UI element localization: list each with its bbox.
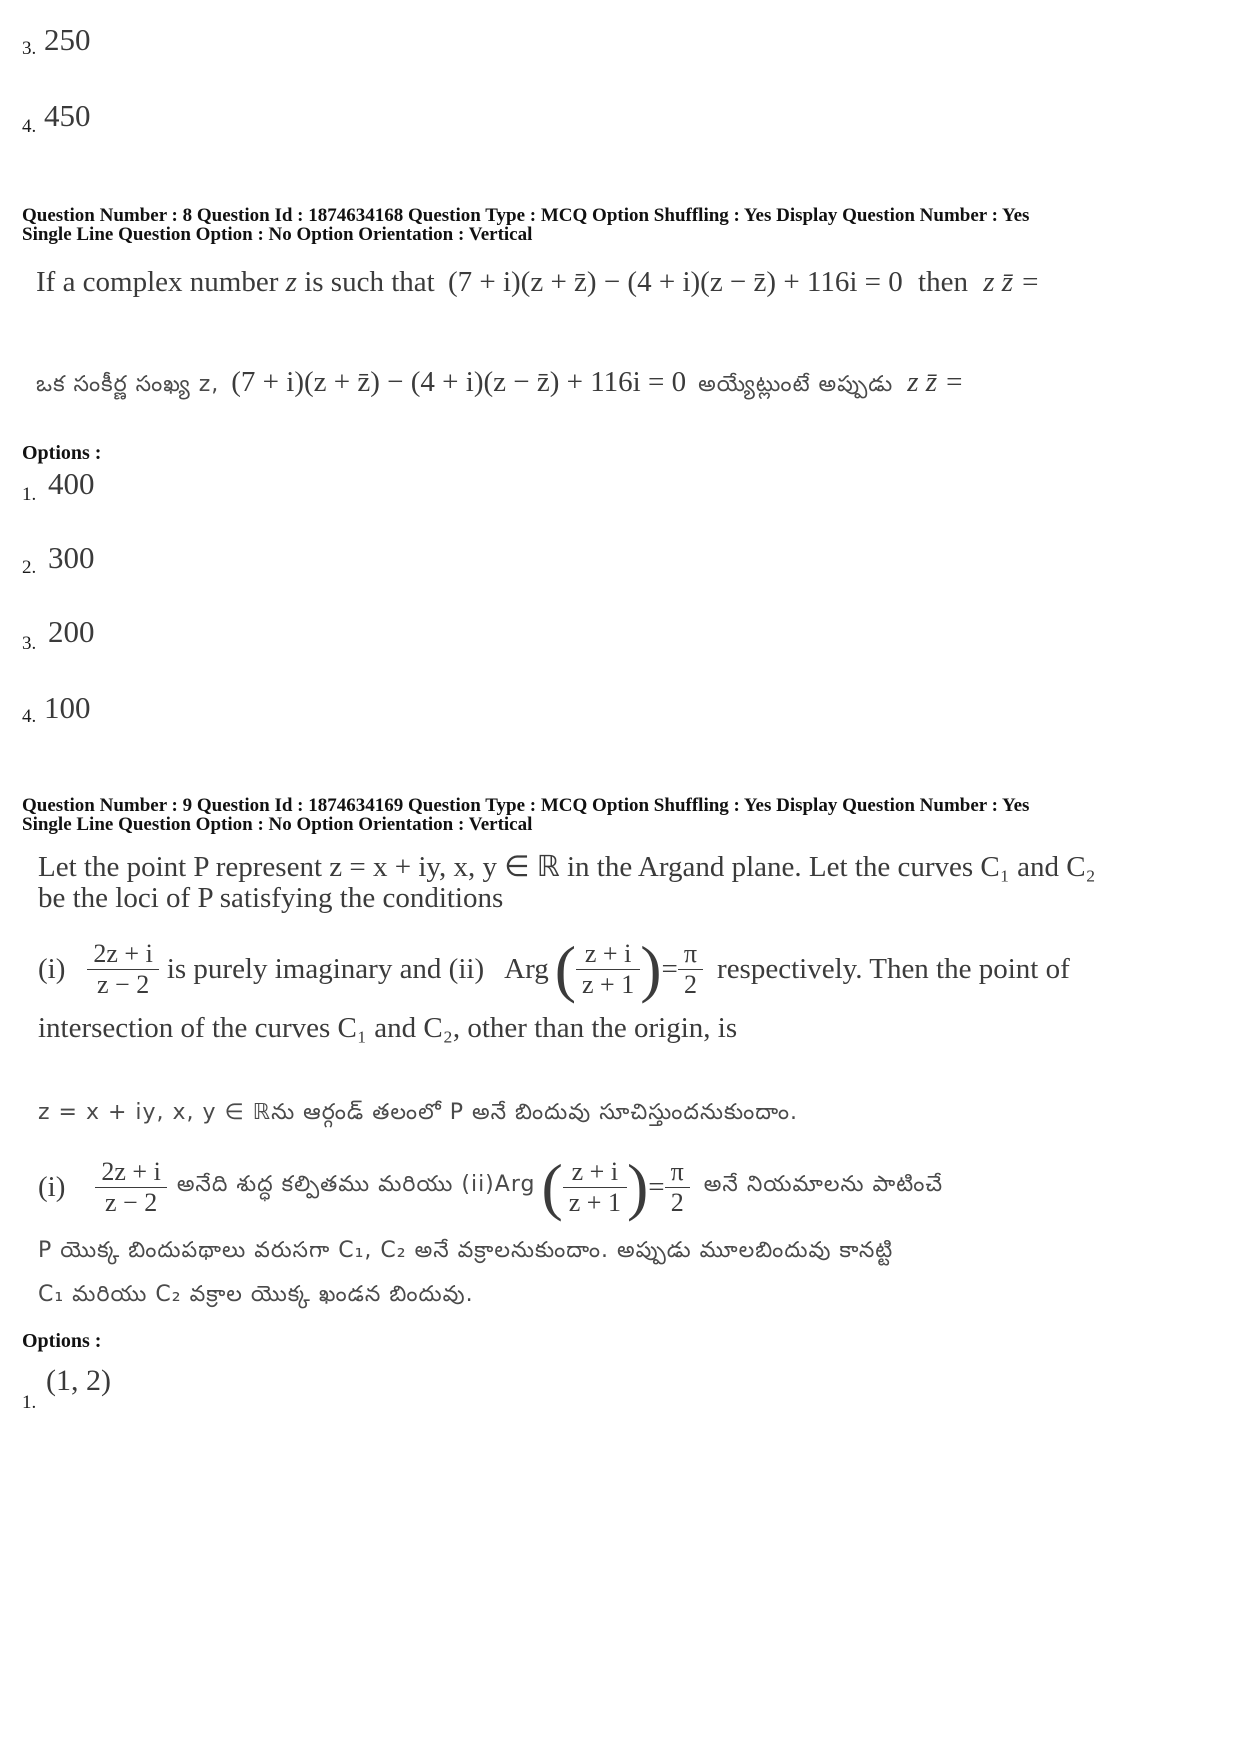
telugu-text: అనేది శుద్ధ కల్పితము మరియు (ii)Arg: [176, 1172, 536, 1197]
options-label: Options :: [22, 442, 102, 464]
telugu-line1: z = x + iy, x, y ∈ ℝను ఆర్గండ్ తలంలో P అనే బిందువు సూచిస్తుందనుకుందాం.: [38, 1100, 799, 1125]
arg-label: Arg: [504, 952, 549, 985]
option-value: 250: [44, 22, 91, 57]
equation-tail: z z̄ =: [983, 266, 1040, 298]
question-text: is such that: [304, 266, 435, 298]
question-english: [36, 266, 1040, 299]
option-value: 300: [48, 540, 95, 575]
telugu-text: అనే నియమాలను పాటించే: [703, 1172, 944, 1197]
option-number: 3.: [22, 38, 37, 59]
fraction: $\frac{\pi}{2}$: [665, 1157, 690, 1218]
option-value: (1, 2): [46, 1364, 111, 1397]
question-text: then: [918, 266, 968, 298]
condition-line-english: (i) $\frac{2z + i}{z - 2}$ is purely imaginary and (ii) Arg ( $\frac{z + i}{z + 1}$ ) = $\frac{\pi}{2}$ respectively. Then the point of: [38, 933, 1070, 1004]
option-value: 100: [44, 690, 91, 725]
question-meta-line1: Question Number : 9 Question Id : 1874634169 Question Type : MCQ Option Shuffling : Yes Display Question Number : Yes: [22, 795, 1030, 816]
condition-line-telugu: (i) $\frac{2z + i}{z - 2}$ అనేది శుద్ధ కల్పితము మరియు (ii)Arg ( $\frac{z + i}{z + 1}$ ) = $\frac{\pi}{2}$ అనే నియమాలను పాటించే: [38, 1151, 944, 1222]
fraction: $\frac{z + i}{z + 1}$: [576, 939, 640, 1000]
fraction: $\frac{\pi}{2}$: [678, 939, 703, 1000]
condition-label: (i): [38, 952, 66, 985]
equals-sign: =: [648, 1170, 665, 1203]
fraction: $\frac{2z + i}{z - 2}$: [95, 1157, 166, 1218]
condition-label: (i): [38, 1170, 66, 1203]
question-text: If a complex number: [36, 266, 279, 298]
option-number: 3.: [22, 633, 37, 654]
question-english-line1: Let the point P represent z = x + iy, x, y ∈ ℝ in the Argand plane. Let the curves C₁ and C₂: [38, 851, 1096, 883]
option-value: 400: [48, 466, 95, 501]
option-number: 4.: [22, 116, 37, 137]
telugu-line3: P యొక్క బిందుపథాలు వరుసగా C₁, C₂ అనే వక్రాలనుకుందాం. అప్పుడు మూలబిందువు కానట్టి: [38, 1238, 894, 1263]
option-value: 200: [48, 614, 95, 649]
telugu-line4: C₁ మరియు C₂ వక్రాల యొక్క ఖండన బిందువు.: [38, 1282, 474, 1307]
question-english-line3: intersection of the curves C₁ and C₂, other than the origin, is: [38, 1012, 738, 1044]
equals-sign: =: [661, 952, 678, 985]
option-number: 2.: [22, 557, 37, 578]
telugu-text: ఒక సంకీర్ణ సంఖ్య z,: [36, 372, 220, 397]
fraction: $\frac{2z + i}{z - 2}$: [87, 939, 158, 1000]
variable: z: [285, 266, 297, 298]
question-text: respectively. Then the point of: [717, 952, 1070, 985]
option-number: 1.: [22, 1392, 37, 1413]
question-text: is purely imaginary and (ii): [166, 952, 485, 985]
question-meta-line2: Single Line Question Option : No Option Orientation : Vertical: [22, 224, 533, 245]
question-meta-line2: Single Line Question Option : No Option Orientation : Vertical: [22, 814, 533, 835]
question-meta-line1: Question Number : 8 Question Id : 1874634168 Question Type : MCQ Option Shuffling : Yes Display Question Number : Yes: [22, 205, 1030, 226]
question-english-line2: be the loci of P satisfying the conditions: [38, 882, 504, 914]
telugu-text: అయ్యేట్లుంటే అప్పుడు: [698, 372, 894, 397]
fraction: $\frac{z + i}{z + 1}$: [563, 1157, 627, 1218]
equation: (7 + i)(z + z̄) − (4 + i)(z − z̄) + 116i = 0: [447, 266, 903, 298]
option-number: 1.: [22, 484, 37, 505]
equation: (7 + i)(z + z̄) − (4 + i)(z − z̄) + 116i = 0: [231, 366, 687, 398]
options-label: Options :: [22, 1330, 102, 1352]
equation-tail: z z̄ =: [907, 366, 964, 398]
option-number: 4.: [22, 706, 37, 727]
option-value: 450: [44, 98, 91, 133]
question-telugu: [36, 366, 964, 402]
